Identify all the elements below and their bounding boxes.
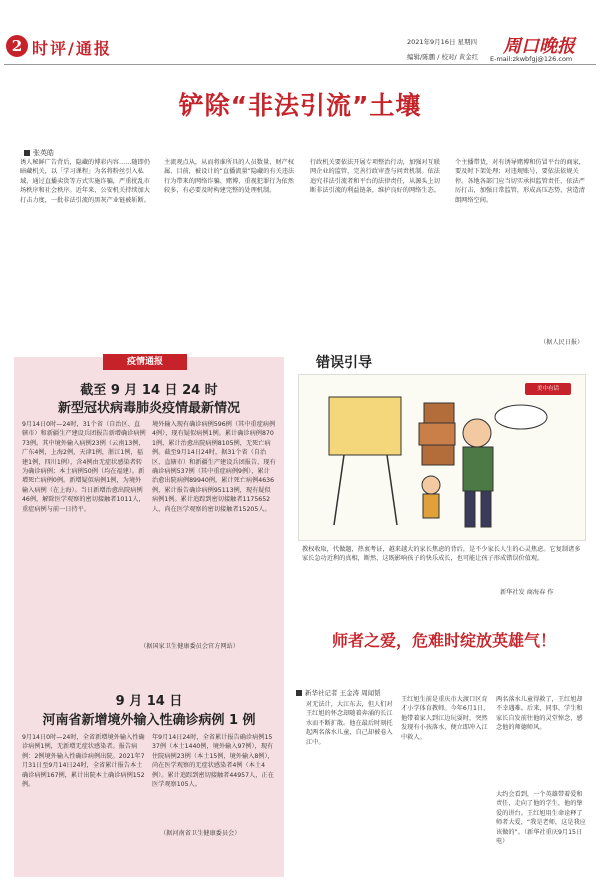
commentary-column-4: 个主播带货，对有诱导赌博和仿冒平台的商家，要及时下架处理；对违规账号，要依法依规关停。各地各部门应当切实承担监管责任，依法严厉打击，加强日常监管，形成高压态势，营造清朗网络空间。 bbox=[455, 159, 585, 204]
teacher-column-4: 大约会看到，一个英雄带着爱和责任，走向了他的学生，他的挚爱的讲台。王红旭用生命诠释了师者大爱，“我是老师，这是我应该做的”。（新华社重庆9月15日电） bbox=[496, 791, 586, 846]
teacher-article-author: 新华社记者 王金涛 周闻韬 bbox=[296, 688, 381, 697]
henan-title-line1: 9 月 14 日 bbox=[115, 694, 183, 709]
contact-email: E-mail:zkwbfgj@126.com bbox=[490, 55, 573, 63]
epidemic-source-1: （据国家卫生健康委员会官方网站） bbox=[140, 643, 239, 650]
cartoon-tag: 美中有话 bbox=[525, 383, 571, 395]
cartoon-caption: 教权收取，代做题，热衷考证，越来越大的家长焦虑的背后，是不少家长人生的心灵焦虑。它复制诸多家长急功近利的真相，断然，这既影响孩子的快乐成长，也可能让孩子形成错误价值观。 bbox=[302, 546, 581, 563]
teacher-article-title: 师者之爱，危难时绽放英雄气！ bbox=[331, 631, 556, 650]
section-title: 时评/通报 bbox=[32, 39, 112, 58]
page-number-badge: 2 bbox=[6, 35, 28, 57]
commentary-author: 张英皓 bbox=[24, 148, 54, 158]
author-marker-icon bbox=[24, 150, 30, 156]
teacher-column-2: 王红旭生前是重庆市大渡口区育才小学体育教师。今年6月1日，他带着家人到江边玩耍时，突然发现有小孩落水，便立即冲入江中救人。 bbox=[401, 696, 490, 741]
newspaper-logo: 周口晚报 bbox=[503, 36, 575, 57]
commentary-source: （据人民日报） bbox=[540, 339, 584, 346]
cartoon-title: 错误引导 bbox=[316, 355, 372, 371]
main-headline: 铲除“非法引流”土壤 bbox=[178, 91, 422, 120]
commentary-column-1: 诱人秘鲜广告背后，隐藏的博彩内容……随即仍暗藏机关，以「学习课程」为名将粉丝引入私域，通过直播卖货等方式实施诈骗，严重扰乱市场秩序和社会秩序。近年来，公安机关持续加大打击力度，一批非法引流的黑灰产业链被斩断。 bbox=[20, 159, 150, 204]
epidemic-column-2: 境外输入现有确诊病例596例（其中重症病例4例），现有疑似病例1例。累计确诊病例8701例，累计治愈出院病例8105例，无死亡病例。截至9月14日24时，据31个省（自治区、直辖市）和新疆生产建设兵团报告，现有确诊病例537例（其中重症病例9例），累计治愈出院病例89940例，累计死亡病例4636例，累计报告确诊病例95113例，现有疑似病例1例。累计追踪到密切接触者1175652人，尚在医学观察的密切接触者15205人。 bbox=[152, 421, 276, 513]
cartoon-credit: 新华社发 商海春 作 bbox=[500, 589, 554, 596]
editor-credit: 编辑/陈鹏 / 校对/ 黄金红 bbox=[407, 53, 479, 61]
commentary-column-3: 行政机关要依法开展专项整治行动，加强对互联网企业的监管，完善行政审查与问责机制。依法追究非法引流者和平台的法律责任，从源头上切断非法引流的利益链条，维护良好的网络生态。 bbox=[310, 159, 440, 195]
henan-column-2: 年9月14日24时，全省累计报告确诊病例1537例（本土1440例，境外输入97例），现有住院病例23例（本土15例，境外输入8例），尚在医学观察的无症状感染者4例（本土4例）。累计追踪到密切接触者44957人，正在医学观察105人。 bbox=[152, 734, 274, 789]
epidemic-title-line1: 截至 9 月 14 日 24 时 bbox=[80, 383, 218, 398]
commentary-column-2: 主流观点从，从而将谁所具的人员数量、财产权属、目前，被设计的“直播流量”隐藏的有关违法行为带来的网络诈骗、赌博，重视犯罪行为依然较多，有必要及时构建完整的处理机制。 bbox=[164, 159, 295, 195]
teacher-column-3: 两名落水儿童得救了，王红旭却不幸遇难。后来，同事、学生和家长自发前往他的灵堂悼念，感念他的师德师风。 bbox=[496, 696, 583, 732]
cartoon-drawing bbox=[299, 375, 586, 541]
henan-title-line2: 河南省新增境外输入性确诊病例 1 例 bbox=[42, 713, 256, 728]
header-divider bbox=[4, 64, 596, 65]
epidemic-column-1: 9月14日0时—24时，31个省（自治区、直辖市）和新疆生产建设兵团报告新增确诊病例73例。其中境外输入病例23例（云南13例，广东4例，上海2例，天津1例，浙江1例，福建1例，四川1例），含4例由无症状感染者转为确诊病例；本土病例50例（均在福建）。新增死亡病例0例。新增疑似病例1例，为境外输入病例（在上海）。当日新增治愈出院病例46例，解除医学观察的密切接触者1011人，重症病例与前一日持平。 bbox=[22, 421, 146, 513]
author-marker-icon bbox=[296, 690, 302, 696]
henan-source: （据河南省卫生健康委员会） bbox=[160, 830, 241, 837]
cartoon-illustration bbox=[298, 374, 586, 541]
henan-column-1: 9月14日0时—24时，全省新增境外输入性确诊病例1例，无新增无症状感染者。报告病例：2例境外输入性确诊病例出院。2021年7月31日至9月14日24时，全省累计报告本土确诊病例167例，累计出院本土确诊病例152例。 bbox=[22, 734, 145, 789]
epidemic-tag: 疫情通报 bbox=[103, 354, 187, 370]
teacher-column-1: 对无法计，大江东去，但人们对王红旭的怀念却随着奔涌的长江水而不断扩散。他在最后时刻托起两名落水儿童，自己却被卷入江中。 bbox=[306, 701, 393, 746]
issue-date: 2021年9月16日 星期四 bbox=[407, 38, 478, 46]
epidemic-title-line2: 新型冠状病毒肺炎疫情最新情况 bbox=[57, 401, 240, 416]
